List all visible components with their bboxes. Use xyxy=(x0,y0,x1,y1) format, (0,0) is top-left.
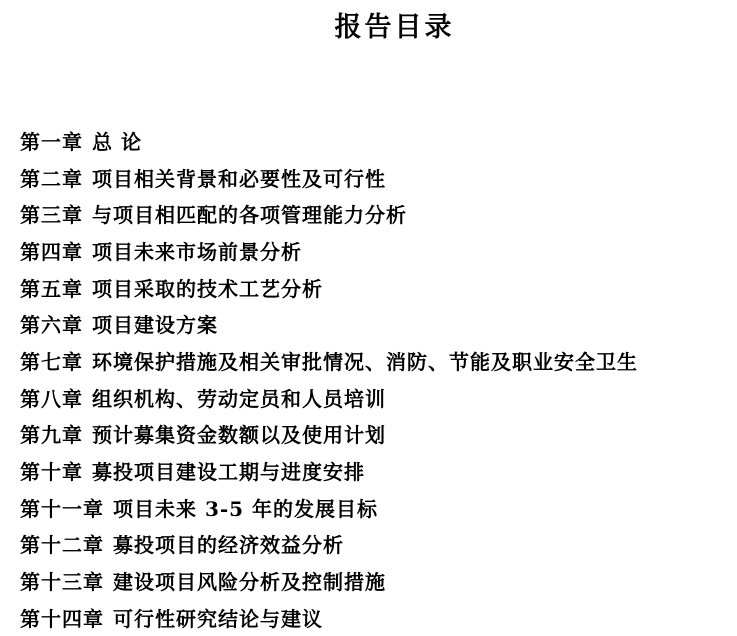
toc-chapter-title: 项目建设方案 xyxy=(92,313,218,338)
toc-chapter-number: 第八章 xyxy=(20,386,83,411)
toc-list xyxy=(0,122,737,636)
toc-entry xyxy=(20,599,727,636)
toc-chapter-title: 与项目相匹配的各项管理能力分析 xyxy=(92,203,407,228)
toc-chapter-number: 第十四章 xyxy=(20,606,104,631)
toc-entry xyxy=(20,159,727,196)
toc-entry xyxy=(20,489,727,526)
toc-chapter-number: 第六章 xyxy=(20,313,83,338)
toc-chapter-number: 第五章 xyxy=(20,276,83,301)
toc-chapter-number: 第十二章 xyxy=(20,533,104,558)
toc-entry xyxy=(20,195,727,232)
toc-chapter-title: 募投项目的经济效益分析 xyxy=(113,533,344,558)
toc-entry xyxy=(20,379,727,416)
toc-chapter-number: 第十章 xyxy=(20,460,83,485)
toc-entry xyxy=(20,416,727,453)
toc-chapter-title: 项目未来 3-5 年的发展目标 xyxy=(113,496,379,521)
toc-chapter-number: 第七章 xyxy=(20,349,83,374)
toc-chapter-number: 第十一章 xyxy=(20,496,104,521)
toc-chapter-number: 第十三章 xyxy=(20,570,104,595)
toc-chapter-title: 组织机构、劳动定员和人员培训 xyxy=(92,386,386,411)
toc-chapter-title: 总 论 xyxy=(92,129,142,154)
toc-chapter-title: 募投项目建设工期与进度安排 xyxy=(92,460,365,485)
toc-entry xyxy=(20,305,727,342)
toc-chapter-title: 项目相关背景和必要性及可行性 xyxy=(92,166,386,191)
toc-chapter-title: 预计募集资金数额以及使用计划 xyxy=(92,423,386,448)
toc-entry xyxy=(20,342,727,379)
toc-entry xyxy=(20,526,727,563)
toc-entry xyxy=(20,122,727,159)
toc-chapter-number: 第四章 xyxy=(20,239,83,264)
toc-chapter-title: 项目采取的技术工艺分析 xyxy=(92,276,323,301)
toc-chapter-number: 第二章 xyxy=(20,166,83,191)
toc-entry xyxy=(20,232,727,269)
toc-chapter-number: 第一章 xyxy=(20,129,83,154)
toc-chapter-title: 环境保护措施及相关审批情况、消防、节能及职业安全卫生 xyxy=(92,349,638,374)
toc-entry xyxy=(20,452,727,489)
toc-entry xyxy=(20,562,727,599)
toc-chapter-title: 建设项目风险分析及控制措施 xyxy=(113,570,386,595)
toc-chapter-title: 可行性研究结论与建议 xyxy=(113,606,323,631)
toc-chapter-number: 第三章 xyxy=(20,203,83,228)
toc-entry xyxy=(20,269,727,306)
page-title: 报告目录 xyxy=(334,12,455,43)
toc-chapter-title: 项目未来市场前景分析 xyxy=(92,239,302,264)
toc-chapter-number: 第九章 xyxy=(20,423,83,448)
